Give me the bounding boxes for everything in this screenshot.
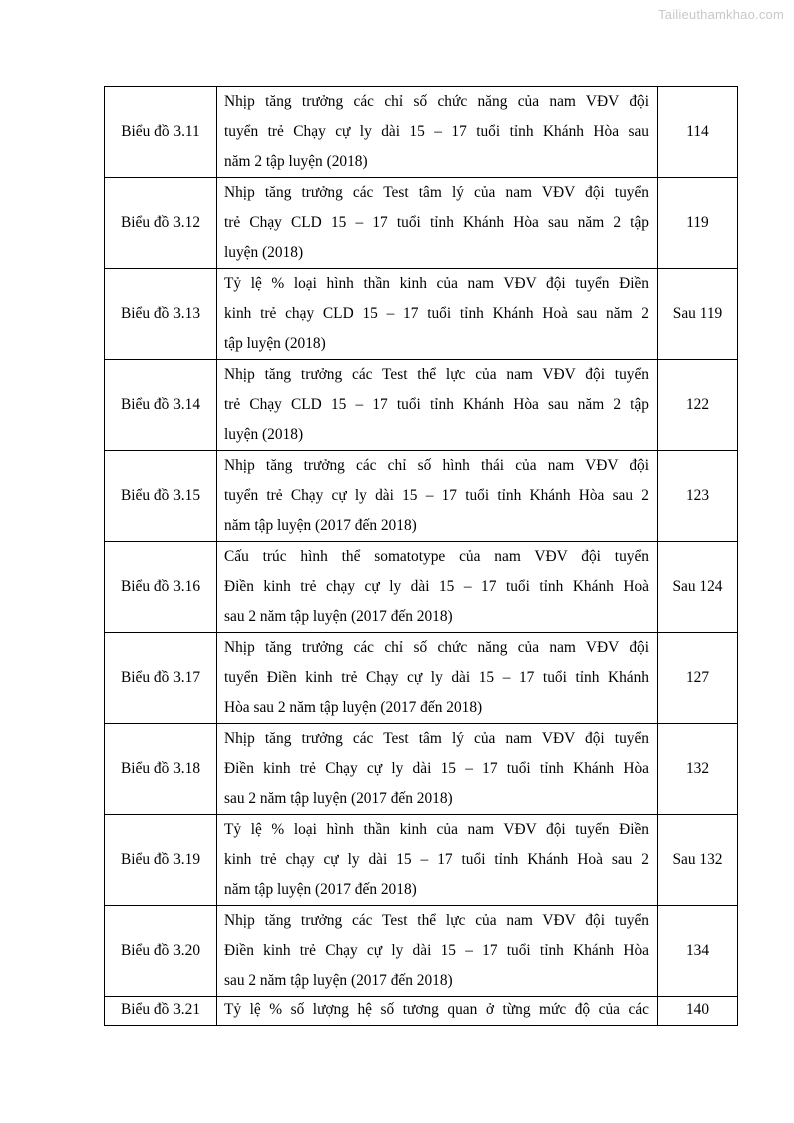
description-line: sau 2 năm tập luyện (2017 đến 2018) [224,790,453,807]
table-row [105,269,738,360]
description-line: Điền kinh trẻ chạy cự ly dài 15 – 17 tuổi tỉnh Khánh Hoà [224,578,649,595]
description-line: Cấu trúc hình thể somatotype của nam VĐV đội tuyển [224,548,649,565]
watermark: Tailieuthamkhao.com [658,7,784,22]
description-line: luyện (2018) [224,244,304,261]
description-line: Tỷ lệ % loại hình thần kinh của nam VĐV đội tuyển Điền [224,821,649,838]
description-line: Hòa sau 2 năm tập luyện (2017 đến 2018) [224,699,483,716]
page-number: 127 [658,633,738,724]
description-line: Nhịp tăng trưởng các chỉ số hình thái của nam VĐV đội [224,457,649,474]
description-line: luyện (2018) [224,426,304,443]
description-line: năm tập luyện (2017 đến 2018) [224,517,417,534]
page-number: 132 [658,724,738,815]
table-row [105,87,738,178]
description-line: trẻ Chạy CLD 15 – 17 tuổi tỉnh Khánh Hòa sau năm 2 tập [224,214,649,231]
figure-label: Biểu đồ 3.14 [105,360,217,451]
figure-description [217,815,658,906]
page-number: 123 [658,451,738,542]
figure-description [217,360,658,451]
figure-description [217,906,658,997]
figure-label: Biểu đồ 3.16 [105,542,217,633]
page-number: 122 [658,360,738,451]
figure-label: Biểu đồ 3.19 [105,815,217,906]
description-line: Điền kinh trẻ Chạy cự ly dài 15 – 17 tuổi tỉnh Khánh Hòa [224,942,649,959]
description-line: tập luyện (2018) [224,335,326,352]
table-row [105,360,738,451]
table-row [105,542,738,633]
table-row [105,815,738,906]
description-line: Nhịp tăng trưởng các chỉ số chức năng của nam VĐV đội [224,93,649,110]
figure-description [217,451,658,542]
description-line: tuyển Điền kinh trẻ Chạy cự ly dài 15 – 17 tuổi tỉnh Khánh [224,669,649,686]
description-line: sau 2 năm tập luyện (2017 đến 2018) [224,608,453,625]
description-line: Nhịp tăng trưởng các Test thể lực của nam VĐV đội tuyển [224,912,649,929]
table-row [105,997,738,1026]
table-body [105,87,738,1026]
table-row [105,906,738,997]
description-line: Tỷ lệ % loại hình thần kinh của nam VĐV đội tuyển Điền [224,275,649,292]
figure-label: Biểu đồ 3.18 [105,724,217,815]
figure-label: Biểu đồ 3.17 [105,633,217,724]
page-number: 114 [658,87,738,178]
description-line: sau 2 năm tập luyện (2017 đến 2018) [224,972,453,989]
figure-description [217,724,658,815]
description-line: trẻ Chạy CLD 15 – 17 tuổi tỉnh Khánh Hòa sau năm 2 tập [224,396,649,413]
page-number: 140 [658,997,738,1026]
figure-description [217,178,658,269]
figure-description [217,542,658,633]
description-line: kinh trẻ chạy cự ly dài 15 – 17 tuổi tỉnh Khánh Hoà sau 2 [224,851,649,868]
page-number: 134 [658,906,738,997]
description-line: năm tập luyện (2017 đến 2018) [224,881,417,898]
description-line: kinh trẻ chạy CLD 15 – 17 tuổi tỉnh Khánh Hoà sau năm 2 [224,305,649,322]
figure-label: Biểu đồ 3.11 [105,87,217,178]
figure-label: Biểu đồ 3.21 [105,997,217,1026]
figure-description [217,633,658,724]
description-line: Nhịp tăng trưởng các Test tâm lý của nam VĐV đội tuyển [224,184,649,201]
page-number: Sau 119 [658,269,738,360]
figure-label: Biểu đồ 3.12 [105,178,217,269]
description-line: tuyển trẻ Chạy cự ly dài 15 – 17 tuổi tỉnh Khánh Hòa sau [224,123,649,140]
table-row [105,633,738,724]
description-line: Nhịp tăng trưởng các Test thể lực của nam VĐV đội tuyển [224,366,649,383]
figure-description [217,87,658,178]
figure-label: Biểu đồ 3.20 [105,906,217,997]
description-line: Điền kinh trẻ Chạy cự ly dài 15 – 17 tuổi tỉnh Khánh Hòa [224,760,649,777]
description-line: Nhịp tăng trưởng các Test tâm lý của nam VĐV đội tuyển [224,730,649,747]
figure-label: Biểu đồ 3.13 [105,269,217,360]
page-number: Sau 124 [658,542,738,633]
page-number: 119 [658,178,738,269]
table-row [105,451,738,542]
page-number: Sau 132 [658,815,738,906]
description-line: Tỷ lệ % số lượng hệ số tương quan ở từng mức độ của các [224,1001,649,1018]
figure-description [217,997,658,1026]
description-line: năm 2 tập luyện (2018) [224,153,368,170]
figure-list-table [104,86,738,1026]
description-line: Nhịp tăng trưởng các chỉ số chức năng của nam VĐV đội [224,639,649,656]
figure-label: Biểu đồ 3.15 [105,451,217,542]
description-line: tuyển trẻ Chạy cự ly dài 15 – 17 tuổi tỉnh Khánh Hòa sau 2 [224,487,649,504]
table-row [105,724,738,815]
figure-description [217,269,658,360]
table-row [105,178,738,269]
